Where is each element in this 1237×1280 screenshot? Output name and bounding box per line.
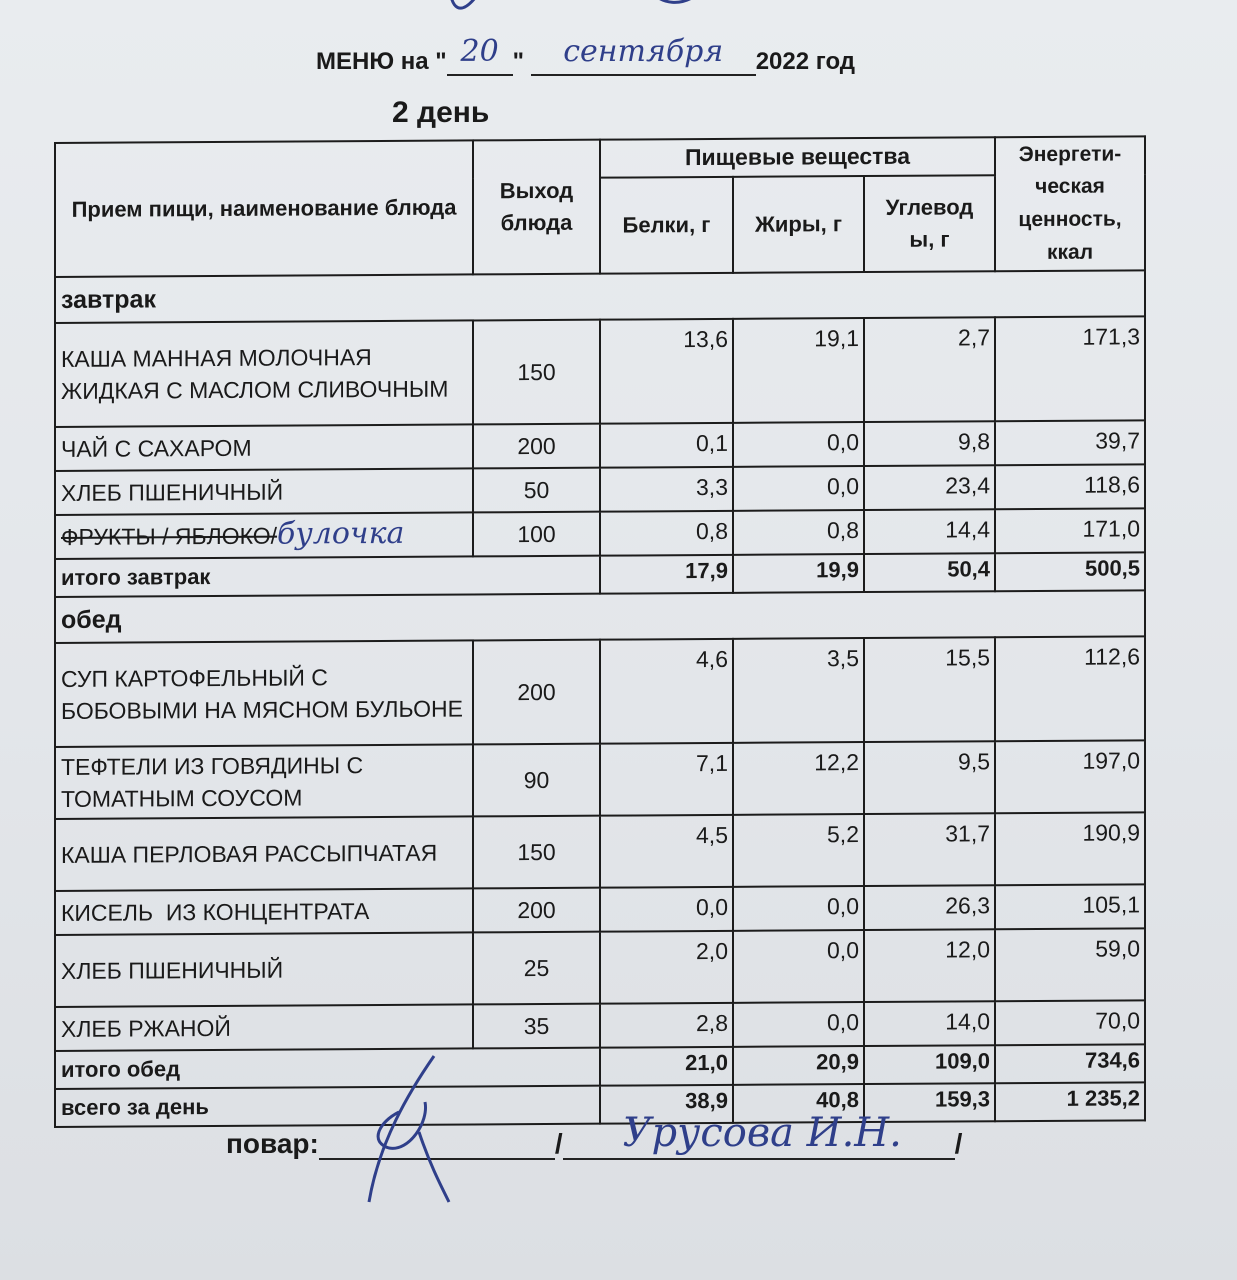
dish-yield: 200: [473, 888, 600, 933]
cook-signature-block: [226, 1110, 963, 1160]
date-month-handwritten: сентября: [563, 34, 724, 69]
title-prefix: МЕНЮ на ": [316, 48, 447, 75]
table-row: [55, 928, 1145, 1007]
dish-fat: 0,0: [733, 930, 864, 1003]
dish-protein: 0,8: [600, 511, 733, 556]
dish-protein: 4,5: [600, 815, 733, 888]
top-handwriting-scribble: [420, 0, 740, 30]
dish-name: ЧАЙ С САХАРОМ: [55, 424, 473, 471]
dish-fat: 0,0: [733, 466, 864, 511]
total-carbs: 109,0: [864, 1045, 995, 1084]
dish-carbs: 14,0: [864, 1001, 995, 1046]
dish-name: КАША ПЕРЛОВАЯ РАССЫПЧАТАЯ: [55, 816, 473, 891]
dish-carbs: 31,7: [864, 813, 995, 886]
dish-name: ХЛЕБ ПШЕНИЧНЫЙ: [55, 468, 473, 515]
dish-carbs: 9,8: [864, 421, 995, 466]
dish-name-struck: ФРУКТЫ / ЯБЛОКО/: [61, 522, 278, 550]
table-row: [55, 740, 1145, 819]
dish-yield: 200: [473, 424, 600, 469]
dish-name: ХЛЕБ ПШЕНИЧНЫЙ: [55, 932, 473, 1007]
table-row: [55, 812, 1145, 891]
total-label: итого завтрак: [55, 556, 600, 597]
total-fat: 20,9: [733, 1046, 864, 1085]
dish-yield: 100: [473, 512, 600, 557]
dish-energy: 59,0: [995, 928, 1145, 1001]
dish-energy: 171,0: [995, 508, 1145, 553]
header-meal: Прием пищи, наименование блюда: [55, 140, 473, 277]
date-month-field: [531, 34, 756, 76]
header-protein: Белки, г: [600, 177, 733, 274]
dish-carbs: 23,4: [864, 465, 995, 510]
dish-protein: 3,3: [600, 467, 733, 512]
header-carbs: Углевод ы, г: [864, 175, 995, 272]
table-row: [55, 1000, 1145, 1051]
menu-table: [54, 135, 1146, 1128]
header-energy: Энергети- ческая ценность, ккал: [995, 136, 1145, 271]
dish-yield: 150: [473, 320, 600, 425]
dish-energy: 105,1: [995, 884, 1145, 929]
dish-name: СУП КАРТОФЕЛЬНЫЙ С БОБОВЫМИ НА МЯСНОМ БУЛЬОНЕ: [55, 640, 473, 747]
title-quote: ": [512, 48, 525, 75]
dish-fat: 0,0: [733, 886, 864, 931]
dish-protein: 0,0: [600, 887, 733, 932]
dish-fat: 3,5: [733, 638, 864, 743]
day-total-carbs: 159,3: [864, 1083, 995, 1122]
dish-protein: 13,6: [600, 319, 733, 424]
day-total-fat: 40,8: [733, 1084, 864, 1123]
dish-fat: 0,8: [733, 510, 864, 555]
dish-energy: 118,6: [995, 464, 1145, 509]
day-total-label: всего за день: [55, 1086, 600, 1127]
total-protein: 21,0: [600, 1047, 733, 1086]
menu-title: [316, 34, 856, 76]
dish-yield: 35: [473, 1004, 600, 1049]
dish-protein: 2,0: [600, 931, 733, 1004]
dish-fat: 19,1: [733, 318, 864, 423]
total-label: итого обед: [55, 1048, 600, 1089]
day-total-protein: 38,9: [600, 1085, 733, 1124]
dish-fat: 5,2: [733, 814, 864, 887]
dish-yield: 200: [473, 640, 600, 745]
day-total-energy: 1 235,2: [995, 1082, 1145, 1121]
header-nutrients: Пищевые вещества: [600, 137, 995, 177]
dish-protein: 4,6: [600, 639, 733, 744]
header-yield: Выход блюда: [473, 140, 600, 275]
dish-name: ХЛЕБ РЖАНОЙ: [55, 1004, 473, 1051]
dish-carbs: 26,3: [864, 885, 995, 930]
total-row-lunch: [55, 1044, 1145, 1089]
dish-energy: 112,6: [995, 636, 1145, 741]
dish-protein: 2,8: [600, 1003, 733, 1048]
dish-yield: 90: [473, 744, 600, 817]
dish-fat: 12,2: [733, 742, 864, 815]
dish-energy: 171,3: [995, 316, 1145, 421]
table-row: [55, 884, 1145, 935]
dish-protein: 7,1: [600, 743, 733, 816]
cook-name-line: [563, 1110, 955, 1160]
table-row: [55, 464, 1145, 515]
header-fat: Жиры, г: [733, 176, 864, 273]
cook-label: повар:: [226, 1128, 319, 1159]
signature-line: [319, 1132, 555, 1160]
table-row: [55, 420, 1145, 471]
total-protein: 17,9: [600, 555, 733, 594]
dish-name: КАША МАННАЯ МОЛОЧНАЯ ЖИДКАЯ С МАСЛОМ СЛИВОЧНЫМ: [55, 320, 473, 427]
dish-carbs: 2,7: [864, 317, 995, 422]
table-row: [55, 316, 1145, 427]
handwritten-signature: [339, 1052, 499, 1212]
section-breakfast: завтрак: [55, 270, 1145, 323]
signature-separator: /: [554, 1128, 563, 1159]
dish-name: КИСЕЛЬ ИЗ КОНЦЕНТРАТА: [55, 888, 473, 935]
title-suffix: 2022 год: [755, 48, 856, 75]
dish-energy: 70,0: [995, 1000, 1145, 1045]
total-carbs: 50,4: [864, 553, 995, 592]
day-label: 2 день: [392, 96, 490, 129]
dish-energy: 197,0: [995, 740, 1145, 813]
table-row: [55, 508, 1145, 559]
date-day-handwritten: 20: [460, 34, 499, 69]
dish-name: [55, 512, 473, 559]
dish-carbs: 9,5: [864, 741, 995, 814]
dish-fat: 0,0: [733, 1002, 864, 1047]
dish-carbs: 12,0: [864, 929, 995, 1002]
date-day-field: [447, 34, 513, 76]
section-lunch: обед: [55, 590, 1145, 643]
total-energy: 500,5: [995, 552, 1145, 591]
dish-fat: 0,0: [733, 422, 864, 467]
total-row-day: [55, 1082, 1145, 1127]
dish-energy: 39,7: [995, 420, 1145, 465]
total-row-breakfast: [55, 552, 1145, 597]
total-energy: 734,6: [995, 1044, 1145, 1083]
dish-carbs: 15,5: [864, 637, 995, 742]
dish-name-handwritten: булочка: [277, 515, 405, 552]
dish-carbs: 14,4: [864, 509, 995, 554]
cook-name-handwritten: Урусова И.Н.: [622, 1110, 902, 1156]
dish-yield: 150: [473, 816, 600, 889]
dish-name: ТЕФТЕЛИ ИЗ ГОВЯДИНЫ С ТОМАТНЫМ СОУСОМ: [55, 744, 473, 819]
dish-yield: 25: [473, 932, 600, 1005]
signature-end-separator: /: [954, 1128, 963, 1159]
dish-energy: 190,9: [995, 812, 1145, 885]
dish-yield: 50: [473, 468, 600, 513]
table-row: [55, 636, 1145, 747]
total-fat: 19,9: [733, 554, 864, 593]
dish-protein: 0,1: [600, 423, 733, 468]
